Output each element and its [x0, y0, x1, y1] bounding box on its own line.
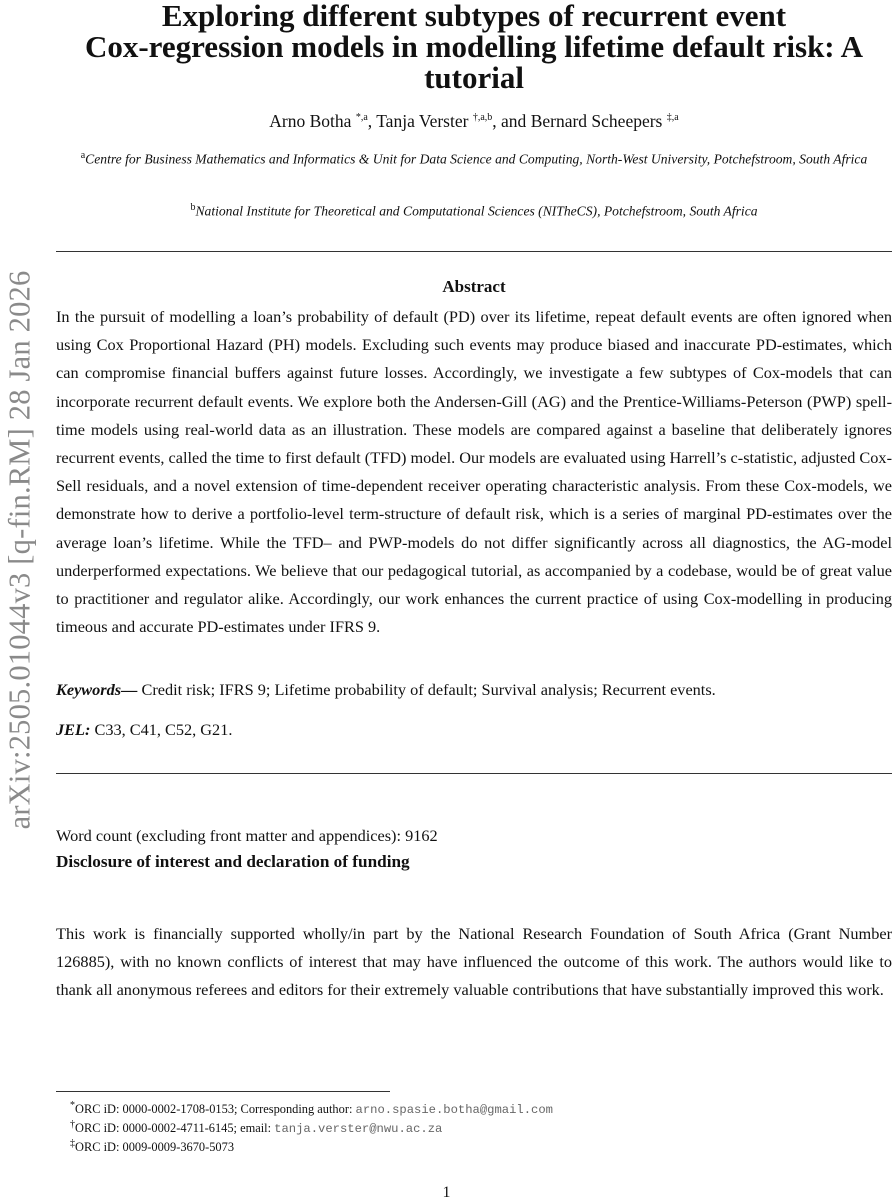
author-separator: , — [367, 111, 377, 131]
affiliation-text: Centre for Business Mathematics and Informatics & Unit for Data Science and Computing, North-West University, Potchefstroom, South Africa — [85, 151, 868, 167]
keywords-text: Credit risk; IFRS 9; Lifetime probability of default; Survival analysis; Recurrent events. — [141, 680, 716, 699]
footnote — [70, 1136, 234, 1155]
footnote-text: ORC iD: 0009-0009-3670-5073 — [75, 1140, 235, 1155]
email-link[interactable]: arno.spasie.botha@gmail.com — [355, 1103, 553, 1118]
jel-codes: C33, C41, C52, G21. — [94, 720, 233, 739]
title-line: Cox-regression models in modelling lifetime default risk: A — [84, 29, 864, 64]
title-line: Exploring different subtypes of recurrent event — [161, 0, 787, 33]
affiliation-mark: b — [190, 202, 196, 213]
author-marks: *,a — [355, 112, 368, 124]
keywords-line — [56, 680, 892, 700]
affiliation-a — [56, 145, 892, 171]
footnote — [70, 1117, 442, 1137]
author-marks: ‡,a — [666, 112, 679, 124]
footnote-rule — [56, 1091, 390, 1092]
word-count: Word count (excluding front matter and appendices): 9162 — [56, 826, 438, 845]
footnote-mark: ‡ — [70, 1138, 75, 1149]
author-marks: †,a,b — [472, 112, 493, 124]
abstract-body: In the pursuit of modelling a loan’s probability of default (PD) over its lifetime, repeat default events are often ignored when using Cox Proportional Hazard (PH) models. Excluding such events may produce biased and inaccurate PD-estimates, which can compromise financial buffers against future losses. Accordingly, we investigate a few subtypes of Cox-models that can incorporate recurrent default events. We explore both the Andersen-Gill (AG) and the Prentice-Williams-Peterson (PWP) spell-time models using real-world data as an illustration. These models are compared against a baseline that deliberately ignores recurrent events, called the time to first default (TFD) model. Our models are evaluated using Harrell’s c-statistic, adjusted Cox-Sell residuals, and a novel extension of time-dependent receiver operating characteristic analysis. From these Cox-models, we demonstrate how to derive a portfolio-level term-structure of default risk, which is a series of marginal PD-estimates over the average loan’s lifetime. While the TFD– and PWP-models do not differ significantly across all diagnostics, the AG-model underperformed expectations. We believe that our pedagogical tutorial, as accompanied by a codebase, would be of great value to practitioner and regulator alike. Accordingly, our work enhances the current practice of using Cox-modelling in producing timeous and accurate PD-estimates under IFRS 9. — [56, 307, 892, 637]
affiliation-mark: a — [80, 150, 86, 161]
jel-label: JEL: — [56, 720, 91, 739]
arxiv-sidebar-stamp — [0, 230, 40, 870]
footnote-text: ORC iD: 0000-0002-4711-6145; email: — [75, 1121, 275, 1136]
arxiv-identifier: arXiv:2505.01044v3 [q-fin.RM] 28 Jan 2026 — [2, 270, 37, 830]
author-name: Bernard Scheepers — [530, 111, 667, 131]
keywords-label: Keywords— — [56, 680, 138, 699]
paper-title — [56, 0, 892, 93]
author-name: Tanja Verster — [376, 111, 473, 131]
affiliation-b — [56, 197, 892, 223]
title-line: tutorial — [424, 60, 524, 95]
author-name: Arno Botha — [269, 111, 356, 131]
footnote-text: ORC iD: 0000-0002-1708-0153; Corresponding author: — [75, 1102, 356, 1117]
email-link[interactable]: tanja.verster@nwu.ac.za — [274, 1122, 443, 1137]
abstract-heading: Abstract — [442, 277, 506, 296]
divider-top — [56, 251, 892, 252]
funding-statement: This work is financially supported wholly/in part by the National Research Foundation of South Africa (Grant Number 126885), with no known conflicts of interest that may have influenced the outcome of this work. The authors would like to thank all anonymous referees and editors for their extremely valuable contributions that have substantially improved this work. — [56, 924, 892, 1000]
footnote-mark: * — [70, 1100, 75, 1111]
divider-bottom — [56, 773, 892, 774]
page-number: 1 — [442, 1184, 451, 1201]
section-heading: Disclosure of interest and declaration of funding — [56, 852, 410, 871]
jel-line — [56, 720, 892, 740]
affiliation-text: National Institute for Theoretical and Computational Sciences (NITheCS), Potchefstroom, South Africa — [195, 203, 758, 219]
footnote-mark: † — [70, 1119, 75, 1130]
author-list — [56, 111, 892, 132]
author-separator: , and — [492, 111, 531, 131]
footnote — [70, 1098, 553, 1118]
